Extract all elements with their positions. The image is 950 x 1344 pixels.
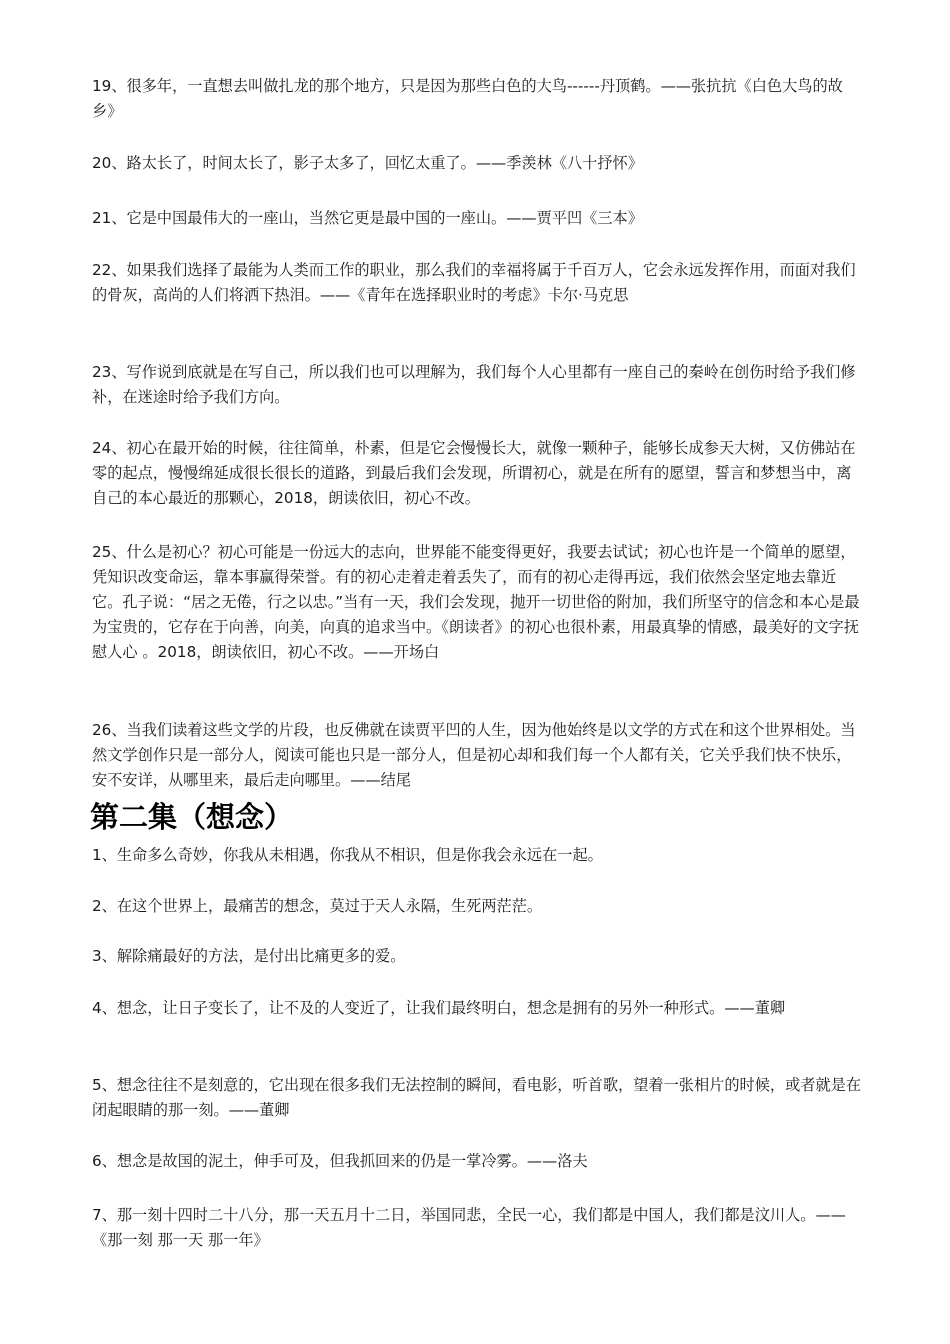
paragraph-24: 24、初心在最开始的时候，往往简单，朴素，但是它会慢慢长大，就像一颗种子，能够长成参天大树，又仿佛站在零的起点，慢慢绵延成很长很长的道路，到最后我们会发现，所谓初心，就是在所有的愿望，誓言和梦想当中，离自己的本心最近的那颗心，2018，朗读依旧，初心不改。: [92, 439, 856, 507]
paragraph-23: 23、写作说到底就是在写自己，所以我们也可以理解为，我们每个人心里都有一座自己的秦岭在创伤时给予我们修补，在迷途时给予我们方向。: [92, 363, 856, 406]
paragraph-3: 3、解除痛最好的方法，是付出比痛更多的爱。: [92, 947, 406, 965]
paragraph-5: 5、想念往往不是刻意的，它出现在很多我们无法控制的瞬间，看电影，听首歌，望着一张相片的时候，或者就是在闭起眼睛的那一刻。——董卿: [92, 1076, 862, 1119]
paragraph-21: 21、它是中国最伟大的一座山，当然它更是最中国的一座山。——贾平凹《三本》: [92, 209, 643, 227]
paragraph-20: 20、路太长了，时间太长了，影子太多了，回忆太重了。——季羡林《八十抒怀》: [92, 154, 643, 172]
paragraph-1: 1、生命多么奇妙，你我从未相遇，你我从不相识，但是你我会永远在一起。: [92, 846, 603, 864]
section-heading: 第二集（想念）: [90, 800, 294, 834]
paragraph-4: 4、想念，让日子变长了，让不及的人变近了，让我们最终明白，想念是拥有的另外一种形式。——董卿: [92, 999, 786, 1017]
paragraph-2: 2、在这个世界上，最痛苦的想念，莫过于天人永隔，生死两茫茫。: [92, 897, 543, 915]
paragraph-7: 7、那一刻十四时二十八分，那一天五月十二日，举国同悲，全民一心，我们都是中国人，我们都是汶川人。——《那一刻 那一天 那一年》: [92, 1206, 846, 1249]
paragraph-6: 6、想念是故国的泥土，伸手可及，但我抓回来的仍是一掌冷雾。——洛夫: [92, 1152, 588, 1170]
paragraph-25: 25、什么是初心？初心可能是一份远大的志向，世界能不能变得更好，我要去试试；初心也许是一个简单的愿望，凭知识改变命运，靠本事赢得荣誉。有的初心走着走着丢失了，而有的初心走得再远，我们依然会坚定地去靠近它。孔子说：“居之无倦，行之以忠。”当有一天，我们会发现，抛开一切世俗的附加，我们所坚守的信念和本心是最为宝贵的，它存在于向善，向美，向真的追求当中。《朗读者》的初心也很朴素，用最真挚的情感，最美好的文字抚慰人心 。2018，朗读依旧，初心不改。——开场白: [92, 543, 860, 661]
paragraph-26: 26、当我们读着这些文学的片段，也反佛就在读贾平凹的人生，因为他始终是以文学的方式在和这个世界相处。当然文学创作只是一部分人，阅读可能也只是一部分人，但是初心却和我们每一个人都有关，它关乎我们快不快乐，安不安详，从哪里来，最后走向哪里。——结尾: [92, 721, 856, 789]
paragraph-19: 19、很多年，一直想去叫做扎龙的那个地方，只是因为那些白色的大鸟------丹顶鹤。——张抗抗《白色大鸟的故乡》: [92, 77, 843, 120]
paragraph-22: 22、如果我们选择了最能为人类而工作的职业，那么我们的幸福将属于千百万人，它会永远发挥作用，而面对我们的骨灰，高尚的人们将洒下热泪。——《青年在选择职业时的考虑》卡尔·马克思: [92, 261, 856, 304]
